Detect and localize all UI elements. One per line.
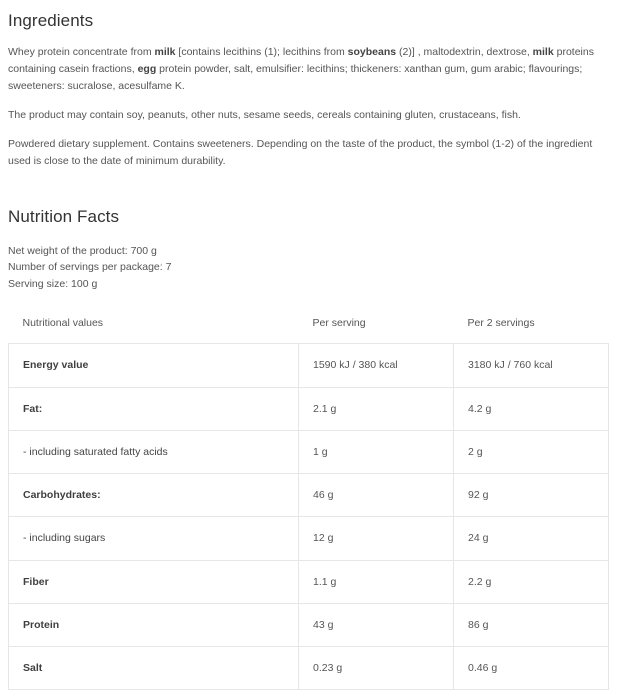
row-label: Carbohydrates: — [9, 474, 299, 517]
nutrition-table-body — [9, 344, 609, 690]
column-header-per-two-servings: Per 2 servings — [467, 317, 535, 330]
row-per-serving: 0.23 g — [299, 647, 454, 690]
row-per-serving: 43 g — [299, 603, 454, 646]
table-row — [9, 517, 609, 560]
table-header-row — [9, 309, 609, 344]
row-per-two-servings: 86 g — [454, 603, 609, 646]
table-row — [9, 603, 609, 646]
row-label: Fiber — [9, 560, 299, 603]
column-header-per-serving: Per serving — [312, 317, 366, 330]
nutrition-table-header — [9, 309, 609, 344]
row-per-two-servings: 0.46 g — [454, 647, 609, 690]
row-label: Fat: — [9, 387, 299, 430]
row-per-serving: 1590 kJ / 380 kcal — [299, 344, 454, 387]
column-header-values: Nutritional values — [22, 317, 104, 330]
servings-per-package-line: Number of servings per package: 7 — [8, 261, 172, 274]
row-per-serving: 46 g — [299, 474, 454, 517]
serving-size-line: Serving size: 100 g — [8, 278, 98, 291]
net-weight-line: Net weight of the product: 700 g — [8, 244, 157, 257]
row-label: Energy value — [9, 344, 299, 387]
row-per-two-servings: 2.2 g — [454, 560, 609, 603]
row-per-two-servings: 4.2 g — [454, 387, 609, 430]
ingredients-paragraph-1: Whey protein concentrate from milk [contains lecithins (1); lecithins from soybeans (2)] , maltodextrin, dextrose, milk proteins containing casein fractions, egg protein powder, salt, emulsifier: lecithins; thickeners: xanthan gum, gum arabic; flavourings; sweeteners: sucralose, acesulfame K. — [8, 46, 594, 93]
row-per-serving: 2.1 g — [299, 387, 454, 430]
ingredients-title: Ingredients — [8, 11, 94, 30]
table-row — [9, 560, 609, 603]
row-label: - including saturated fatty acids — [9, 430, 299, 473]
supplement-note-paragraph: Powdered dietary supplement. Contains sweeteners. Depending on the taste of the product, the symbol (1-2) of the ingredient used is close to the date of minimum durability. — [8, 138, 593, 168]
table-row — [9, 387, 609, 430]
allergens-paragraph: The product may contain soy, peanuts, other nuts, sesame seeds, cereals containing gluten, crustaceans, fish. — [8, 109, 521, 122]
row-label: Salt — [9, 647, 299, 690]
row-label: Protein — [9, 603, 299, 646]
row-label: - including sugars — [9, 517, 299, 560]
row-per-two-servings: 92 g — [454, 474, 609, 517]
table-row — [9, 344, 609, 387]
table-row — [9, 430, 609, 473]
row-per-serving: 1 g — [299, 430, 454, 473]
nutrition-table — [8, 309, 609, 690]
row-per-serving: 1.1 g — [299, 560, 454, 603]
serving-info — [8, 243, 615, 293]
row-per-two-servings: 3180 kJ / 760 kcal — [454, 344, 609, 387]
row-per-serving: 12 g — [299, 517, 454, 560]
nutrition-facts-title: Nutrition Facts — [8, 207, 120, 227]
table-row — [9, 647, 609, 690]
row-per-two-servings: 24 g — [454, 517, 609, 560]
table-row — [9, 474, 609, 517]
row-per-two-servings: 2 g — [454, 430, 609, 473]
